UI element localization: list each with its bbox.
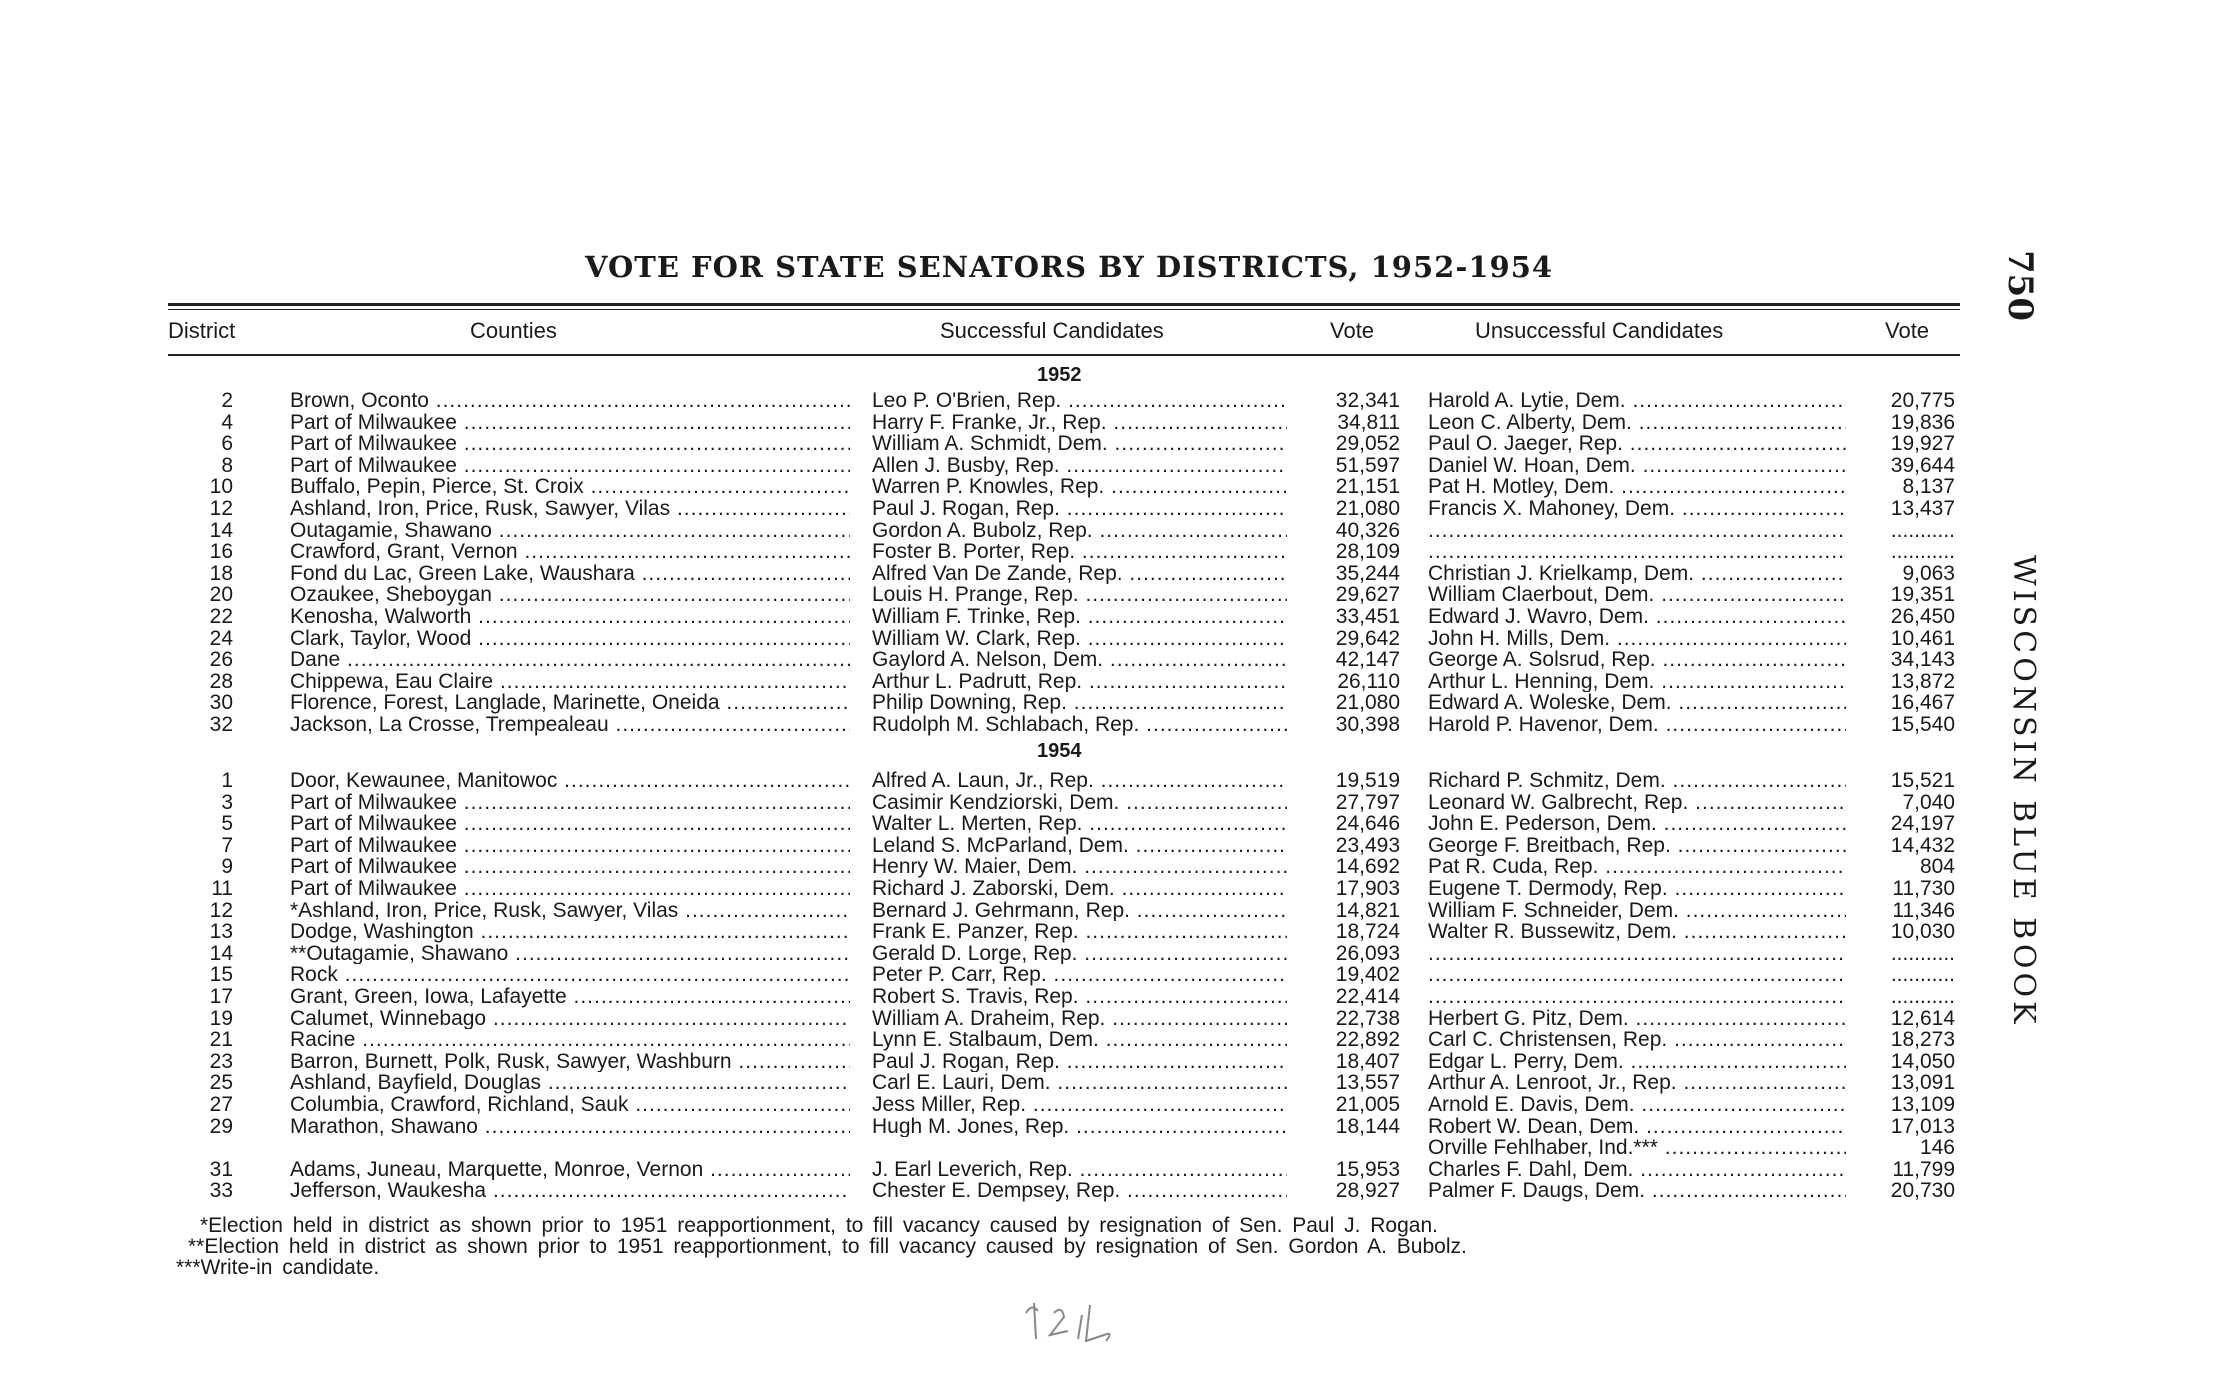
counties-cell: Fond du Lac, Green Lake, Waushara ..... [290,563,850,585]
district-cell: 12 [209,899,233,922]
unsuccessful-vote-cell: 24,197 [1890,813,1955,835]
counties-cell: Florence, Forest, Langlade, Marinette, Oneida ..... [290,692,850,714]
district-cell: 1 [221,770,233,792]
successful-candidate-cell: Arthur L. Padrutt, Rep. ..... [872,671,1287,693]
counties-cell: Part of Milwaukee ..... [290,412,850,434]
successful-candidate-cell: Paul J. Rogan, Rep. ..... [872,498,1287,520]
counties-cell: Outagamie, Shawano ..... [290,520,850,542]
unsuccessful-candidate-cell: Orville Fehlhaber, Ind.*** ..... [1428,1137,1846,1159]
district-cell: 9 [221,856,233,878]
successful-candidate-cell: Harry F. Franke, Jr., Rep. ..... [872,412,1287,434]
successful-vote-cell: 29,642 [1335,627,1400,650]
district-cell: 10 [209,476,233,498]
unsuccessful-vote-cell: ........... [1890,964,1955,986]
counties-cell: Kenosha, Walworth ..... [290,606,850,628]
counties-cell: Part of Milwaukee ..... [290,433,850,455]
counties-cell: Part of Milwaukee ..... [290,878,850,900]
successful-candidate-cell: Alfred Van De Zande, Rep. ..... [872,563,1287,585]
counties-cell: Ashland, Iron, Price, Rusk, Sawyer, Vilas ..... [290,498,850,520]
table-row [0,1029,2218,1051]
unsuccessful-candidate-cell: Leonard W. Galbrecht, Rep. ..... [1428,792,1846,814]
successful-candidate-cell: Frank E. Panzer, Rep. ..... [872,921,1287,943]
successful-candidate-cell: Chester E. Dempsey, Rep. ..... [872,1180,1287,1202]
counties-cell: Part of Milwaukee ..... [290,792,850,814]
successful-candidate-cell: Foster B. Porter, Rep. ..... [872,541,1287,563]
unsuccessful-candidate-cell [1428,541,1846,563]
unsuccessful-candidate-cell: William Claerbout, Dem. ..... [1428,584,1846,606]
table-row [0,835,2218,857]
table-row [0,900,2218,922]
successful-candidate-cell: Rudolph M. Schlabach, Rep. ..... [872,714,1287,736]
unsuccessful-vote-cell: 8,137 [1902,476,1955,498]
district-cell: 19 [209,1007,233,1030]
table-row [0,606,2218,628]
unsuccessful-vote-cell: ........... [1890,942,1955,965]
unsuccessful-candidate-cell: George F. Breitbach, Rep. ..... [1428,835,1846,857]
successful-vote-cell: 22,738 [1335,1007,1400,1030]
table-row [0,813,2218,835]
table-1952 [0,390,2218,736]
unsuccessful-candidate-cell: Arthur A. Lenroot, Jr., Rep. ..... [1428,1072,1846,1094]
district-cell: 28 [209,670,233,693]
counties-cell: Jefferson, Waukesha ..... [290,1180,850,1202]
counties-cell: Clark, Taylor, Wood ..... [290,628,850,650]
unsuccessful-vote-cell: 10,461 [1890,627,1955,650]
table-row [0,563,2218,585]
page-number: 750 [2000,250,2040,321]
counties-cell: **Outagamie, Shawano ..... [290,943,850,965]
counties-cell: Crawford, Grant, Vernon ..... [290,541,850,563]
unsuccessful-vote-cell: 12,614 [1890,1007,1955,1030]
table-row [0,455,2218,477]
table-row [0,986,2218,1008]
unsuccessful-candidate-cell: Harold P. Havenor, Dem. ..... [1428,714,1846,736]
successful-vote-cell: 18,724 [1335,921,1400,943]
unsuccessful-candidate-cell: Leon C. Alberty, Dem. ..... [1428,412,1846,434]
successful-vote-cell: 21,005 [1335,1093,1400,1116]
unsuccessful-vote-cell: ........... [1890,541,1955,563]
footnotes [170,1215,1467,1278]
unsuccessful-candidate-cell [1428,986,1846,1008]
unsuccessful-vote-cell: 16,467 [1890,692,1955,714]
unsuccessful-vote-cell: 15,521 [1890,770,1955,792]
counties-cell: Calumet, Winnebago ..... [290,1008,850,1030]
counties-cell: Barron, Burnett, Polk, Rusk, Sawyer, Washburn ..... [290,1051,850,1073]
unsuccessful-vote-cell: 34,143 [1890,649,1955,671]
handwritten-mark [1020,1295,1130,1350]
successful-candidate-cell: Philip Downing, Rep. ..... [872,692,1287,714]
successful-vote-cell: 21,151 [1335,476,1400,498]
header-vote-successful: Vote [1330,318,1375,343]
district-cell: 16 [209,541,233,563]
table-row [0,770,2218,792]
district-cell: 11 [211,877,233,900]
unsuccessful-vote-cell: 11,346 [1892,899,1955,922]
counties-cell: Part of Milwaukee ..... [290,856,850,878]
unsuccessful-candidate-cell [1428,943,1846,965]
successful-candidate-cell: Louis H. Prange, Rep. ..... [872,584,1287,606]
district-cell: 6 [221,433,233,455]
unsuccessful-candidate-cell: Herbert G. Pitz, Dem. ..... [1428,1008,1846,1030]
unsuccessful-candidate-cell: John E. Pederson, Dem. ..... [1428,813,1846,835]
successful-vote-cell: 14,821 [1335,899,1400,922]
table-row [0,1159,2218,1181]
successful-candidate-cell: Lynn E. Stalbaum, Dem. ..... [872,1029,1287,1051]
unsuccessful-candidate-cell: Robert W. Dean, Dem. ..... [1428,1116,1846,1138]
district-cell: 2 [221,390,233,412]
successful-vote-cell: 23,493 [1335,834,1400,857]
table-row [0,1180,2218,1202]
district-cell: 14 [209,942,233,965]
successful-vote-cell: 14,692 [1335,856,1400,878]
table-row [0,1116,2218,1138]
table-row [0,1051,2218,1073]
table-row [0,628,2218,650]
footnote: ***Write-in candidate. [176,1256,380,1279]
successful-vote-cell: 26,110 [1337,670,1400,693]
counties-cell: Rock ..... [290,964,850,986]
successful-candidate-cell: Gerald D. Lorge, Rep. ..... [872,943,1287,965]
successful-candidate-cell: William F. Trinke, Rep. ..... [872,606,1287,628]
footnote: *Election held in district as shown prior to 1951 reapportionment, to fill vacancy caused by resignation of Sen. Paul J. Rogan. [200,1214,1438,1237]
unsuccessful-candidate-cell: Christian J. Krielkamp, Dem. ..... [1428,563,1846,585]
successful-vote-cell: 29,052 [1335,433,1400,455]
table-row [0,792,2218,814]
counties-cell: Racine ..... [290,1029,850,1051]
year-heading-1952: 1952 [1037,364,1082,386]
unsuccessful-candidate-cell: Paul O. Jaeger, Rep. ..... [1428,433,1846,455]
successful-vote-cell: 28,927 [1335,1180,1400,1202]
table-row [0,649,2218,671]
district-cell: 13 [209,921,233,943]
successful-vote-cell: 35,244 [1335,562,1400,585]
unsuccessful-candidate-cell [1428,520,1846,542]
table-row [0,390,2218,412]
counties-cell: Marathon, Shawano ..... [290,1116,850,1138]
unsuccessful-vote-cell: 11,730 [1892,877,1955,900]
table-row [0,1072,2218,1094]
unsuccessful-vote-cell: ........... [1890,519,1955,542]
successful-vote-cell: 28,109 [1335,541,1400,563]
counties-cell: Part of Milwaukee ..... [290,813,850,835]
successful-vote-cell: 21,080 [1335,692,1400,714]
successful-candidate-cell: Gaylord A. Nelson, Dem. ..... [872,649,1287,671]
district-cell: 23 [209,1050,233,1073]
header-successful: Successful Candidates [940,318,1164,343]
unsuccessful-vote-cell: 17,013 [1890,1115,1955,1138]
successful-vote-cell: 34,811 [1337,411,1400,434]
unsuccessful-candidate-cell: Edgar L. Perry, Dem. ..... [1428,1051,1846,1073]
successful-vote-cell: 30,398 [1335,713,1400,736]
unsuccessful-vote-cell: ........... [1890,985,1955,1008]
successful-vote-cell: 21,080 [1335,497,1400,520]
table-row [0,584,2218,606]
table-row [0,1008,2218,1030]
table-1954 [0,770,2218,1202]
unsuccessful-vote-cell: 14,050 [1890,1050,1955,1073]
successful-vote-cell: 18,407 [1335,1050,1400,1073]
successful-candidate-cell: Robert S. Travis, Rep. ..... [872,986,1287,1008]
table-row [0,921,2218,943]
successful-candidate-cell: William A. Draheim, Rep. ..... [872,1008,1287,1030]
unsuccessful-vote-cell: 19,927 [1890,433,1955,455]
successful-vote-cell: 19,519 [1335,770,1400,792]
unsuccessful-candidate-cell: Edward A. Woleske, Dem. ..... [1428,692,1846,714]
counties-cell: Jackson, La Crosse, Trempealeau ..... [290,714,850,736]
table-row [0,943,2218,965]
unsuccessful-vote-cell: 13,091 [1890,1072,1955,1094]
district-cell: 3 [221,791,233,814]
district-cell: 15 [209,964,233,986]
district-cell: 25 [209,1072,233,1094]
district-cell: 27 [209,1093,233,1116]
table-row [0,671,2218,693]
table-row [0,412,2218,434]
successful-candidate-cell: Allen J. Busby, Rep. ..... [872,455,1287,477]
counties-cell: Columbia, Crawford, Richland, Sauk ..... [290,1094,850,1116]
district-cell: 33 [209,1180,233,1202]
unsuccessful-vote-cell: 19,836 [1890,411,1955,434]
unsuccessful-candidate-cell: Pat H. Motley, Dem. ..... [1428,476,1846,498]
district-cell: 8 [221,454,233,477]
unsuccessful-vote-cell: 18,273 [1890,1029,1955,1051]
top-rule-thick [168,303,1960,306]
unsuccessful-vote-cell: 9,063 [1902,562,1955,585]
successful-candidate-cell: Carl E. Lauri, Dem. ..... [872,1072,1287,1094]
unsuccessful-vote-cell: 13,872 [1890,670,1955,693]
successful-candidate-cell: Hugh M. Jones, Rep. ..... [872,1116,1287,1138]
column-headers [0,318,2218,352]
unsuccessful-vote-cell: 39,644 [1890,454,1955,477]
successful-candidate-cell: Warren P. Knowles, Rep. ..... [872,476,1287,498]
district-cell: 14 [209,519,233,542]
successful-vote-cell: 17,903 [1335,877,1400,900]
successful-vote-cell: 29,627 [1335,584,1400,606]
table-row [0,714,2218,736]
successful-vote-cell: 26,093 [1335,942,1400,965]
unsuccessful-vote-cell: 20,730 [1890,1180,1955,1202]
counties-cell: Buffalo, Pepin, Pierce, St. Croix ..... [290,476,850,498]
unsuccessful-candidate-cell: Arnold E. Davis, Dem. ..... [1428,1094,1846,1116]
successful-candidate-cell: Leo P. O'Brien, Rep. ..... [872,390,1287,412]
unsuccessful-vote-cell: 7,040 [1902,791,1955,814]
header-unsuccessful: Unsuccessful Candidates [1475,318,1724,343]
successful-candidate-cell: Alfred A. Laun, Jr., Rep. ..... [872,770,1287,792]
successful-vote-cell: 27,797 [1335,791,1400,814]
successful-candidate-cell: Richard J. Zaborski, Dem. ..... [872,878,1287,900]
successful-candidate-cell: William A. Schmidt, Dem. ..... [872,433,1287,455]
table-row [0,878,2218,900]
successful-candidate-cell: Casimir Kendziorski, Dem. ..... [872,792,1287,814]
unsuccessful-vote-cell: 13,437 [1890,497,1955,520]
header-district: District [168,318,236,343]
top-rule-thin [168,309,1960,310]
district-cell: 7 [221,834,233,857]
successful-vote-cell: 51,597 [1335,454,1400,477]
table-row [0,692,2218,714]
successful-candidate-cell: Walter L. Merten, Rep. ..... [872,813,1287,835]
district-cell: 26 [209,649,233,671]
counties-cell: Chippewa, Eau Claire ..... [290,671,850,693]
successful-vote-cell: 33,451 [1335,605,1400,628]
table-row [0,476,2218,498]
successful-vote-cell: 42,147 [1335,649,1400,671]
running-head: WISCONSIN BLUE BOOK [2006,555,2041,1028]
successful-vote-cell: 40,326 [1335,519,1400,542]
district-cell: 22 [209,605,233,628]
page-title: VOTE FOR STATE SENATORS BY DISTRICTS, 1952-1954 [585,250,1554,284]
counties-cell: Dane ..... [290,649,850,671]
counties-cell: Grant, Green, Iowa, Lafayette ..... [290,986,850,1008]
footnote: **Election held in district as shown prior to 1951 reapportionment, to fill vacancy caused by resignation of Sen. Gordon A. Bubolz. [188,1235,1467,1258]
district-cell: 24 [209,627,233,650]
successful-candidate-cell: Peter P. Carr, Rep. ..... [872,964,1287,986]
successful-vote-cell: 24,646 [1335,813,1400,835]
header-vote-unsuccessful: Vote [1885,318,1930,343]
counties-cell: Ashland, Bayfield, Douglas ..... [290,1072,850,1094]
district-cell: 12 [209,497,233,520]
district-cell: 20 [209,584,233,606]
unsuccessful-candidate-cell: Eugene T. Dermody, Rep. ..... [1428,878,1846,900]
district-cell: 17 [209,985,233,1008]
district-cell: 30 [209,692,233,714]
unsuccessful-candidate-cell: George A. Solsrud, Rep. ..... [1428,649,1846,671]
unsuccessful-candidate-cell: Richard P. Schmitz, Dem. ..... [1428,770,1846,792]
unsuccessful-vote-cell: 19,351 [1890,584,1955,606]
table-row [0,1094,2218,1116]
unsuccessful-vote-cell: 804 [1919,856,1955,878]
header-rule [168,354,1960,356]
successful-vote-cell: 19,402 [1335,964,1400,986]
unsuccessful-vote-cell: 146 [1919,1137,1955,1159]
successful-vote-cell: 22,414 [1335,985,1400,1008]
unsuccessful-vote-cell: 26,450 [1890,605,1955,628]
unsuccessful-vote-cell: 15,540 [1890,713,1955,736]
successful-candidate-cell: Gordon A. Bubolz, Rep. ..... [872,520,1287,542]
unsuccessful-candidate-cell: Harold A. Lytie, Dem. ..... [1428,390,1846,412]
counties-cell: Door, Kewaunee, Manitowoc ..... [290,770,850,792]
year-heading-1954: 1954 [1037,740,1082,762]
district-cell: 32 [209,713,233,736]
table-row [0,1137,2218,1159]
successful-candidate-cell: Paul J. Rogan, Rep. ..... [872,1051,1287,1073]
district-cell: 21 [209,1029,233,1051]
unsuccessful-candidate-cell: Arthur L. Henning, Dem. ..... [1428,671,1846,693]
unsuccessful-vote-cell: 10,030 [1890,921,1955,943]
unsuccessful-vote-cell: 11,799 [1892,1158,1955,1181]
unsuccessful-vote-cell: 14,432 [1890,834,1955,857]
district-cell: 5 [221,813,233,835]
unsuccessful-vote-cell: 13,109 [1890,1093,1955,1116]
table-row [0,856,2218,878]
table-row [0,541,2218,563]
district-cell: 4 [221,411,233,434]
successful-candidate-cell: William W. Clark, Rep. ..... [872,628,1287,650]
successful-candidate-cell: J. Earl Leverich, Rep. ..... [872,1159,1287,1181]
successful-vote-cell: 18,144 [1335,1115,1400,1138]
counties-cell: Dodge, Washington ..... [290,921,850,943]
unsuccessful-candidate-cell: Charles F. Dahl, Dem. ..... [1428,1159,1846,1181]
table-row [0,498,2218,520]
unsuccessful-candidate-cell [1428,964,1846,986]
successful-vote-cell: 15,953 [1335,1158,1400,1181]
successful-vote-cell: 22,892 [1335,1029,1400,1051]
unsuccessful-candidate-cell: Pat R. Cuda, Rep. ..... [1428,856,1846,878]
successful-candidate-cell: Bernard J. Gehrmann, Rep. ..... [872,900,1287,922]
successful-vote-cell: 32,341 [1335,390,1400,412]
unsuccessful-candidate-cell: Francis X. Mahoney, Dem. ..... [1428,498,1846,520]
unsuccessful-candidate-cell: Walter R. Bussewitz, Dem. ..... [1428,921,1846,943]
district-cell: 18 [209,562,233,585]
successful-candidate-cell: Jess Miller, Rep. ..... [872,1094,1287,1116]
counties-cell: Part of Milwaukee ..... [290,455,850,477]
unsuccessful-candidate-cell: Carl C. Christensen, Rep. ..... [1428,1029,1846,1051]
header-counties: Counties [470,318,557,343]
counties-cell: Part of Milwaukee ..... [290,835,850,857]
unsuccessful-candidate-cell: Palmer F. Daugs, Dem. ..... [1428,1180,1846,1202]
district-cell: 31 [209,1158,233,1181]
counties-cell: Adams, Juneau, Marquette, Monroe, Vernon ..... [290,1159,850,1181]
unsuccessful-candidate-cell: William F. Schneider, Dem. ..... [1428,900,1846,922]
unsuccessful-candidate-cell: John H. Mills, Dem. ..... [1428,628,1846,650]
counties-cell: *Ashland, Iron, Price, Rusk, Sawyer, Vilas ..... [290,900,850,922]
unsuccessful-candidate-cell: Edward J. Wavro, Dem. ..... [1428,606,1846,628]
counties-cell: Ozaukee, Sheboygan ..... [290,584,850,606]
successful-vote-cell: 13,557 [1335,1072,1400,1094]
successful-candidate-cell: Henry W. Maier, Dem. ..... [872,856,1287,878]
unsuccessful-candidate-cell: Daniel W. Hoan, Dem. ..... [1428,455,1846,477]
table-row [0,520,2218,542]
unsuccessful-vote-cell: 20,775 [1890,390,1955,412]
successful-candidate-cell: Leland S. McParland, Dem. ..... [872,835,1287,857]
table-row [0,964,2218,986]
district-cell: 29 [209,1115,233,1138]
table-row [0,433,2218,455]
counties-cell: Brown, Oconto ..... [290,390,850,412]
